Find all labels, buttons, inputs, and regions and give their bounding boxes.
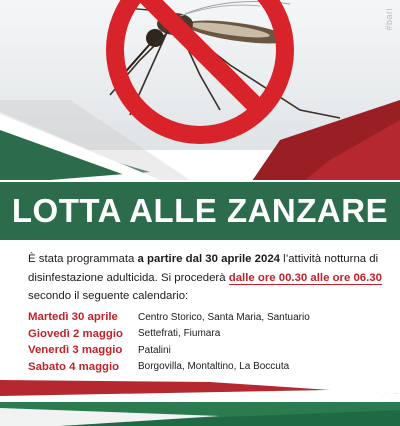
list-item [28,326,388,343]
schedule-day: Martedì 30 aprile [28,311,118,324]
start-date-text: a partire dal 30 aprile 2024 [137,253,280,265]
schedule-day: Giovedì 2 maggio [28,327,123,340]
schedule-list [28,309,388,375]
schedule-day: Venerdì 3 maggio [28,344,123,357]
time-range-text: dalle ore 00.30 alle ore 06.30 [228,271,382,284]
watermark-text: #bari [384,8,394,31]
schedule-zones: Centro Storico, Santa Maria, Santuario [138,311,310,323]
intro-text: È stata programmata [28,253,138,265]
page-title: LOTTA ALLE ZANZARE [11,192,389,229]
bottom-tricolor-band [0,380,400,426]
list-item [28,309,388,326]
list-item [28,359,388,376]
schedule-zones: Patalini [138,344,171,356]
intro-text: secondo il seguente calendario: [28,290,189,303]
schedule-zones: Settefrati, Fiumara [138,328,221,340]
schedule-zones: Borgovilla, Montaltino, La Boccuta [138,361,290,373]
intro-text: l’attività notturna di disinfestazione adulticida. Si procederà [28,253,379,284]
schedule-day: Sabato 4 maggio [28,360,120,373]
intro-paragraph [28,250,388,306]
title-banner [0,180,400,242]
tricolor-band [0,100,400,184]
list-item [28,342,388,359]
